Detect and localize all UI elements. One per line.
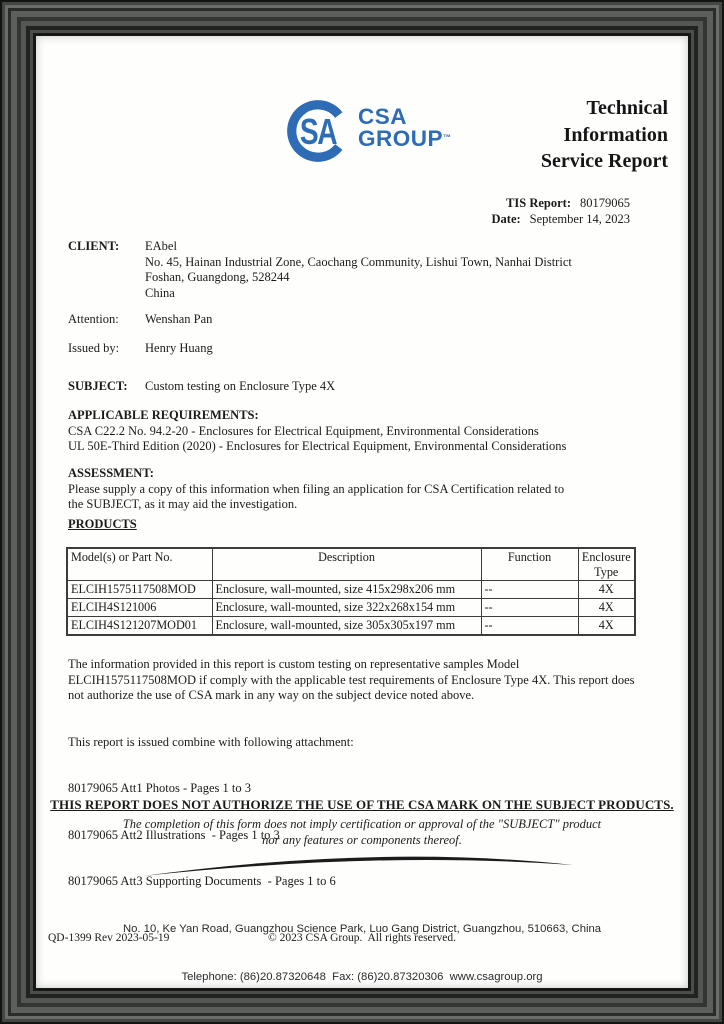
disclaimer-note-line: The completion of this form does not imply certification or approval of the "SUBJECT" product	[122, 816, 602, 831]
applicable-requirements-section	[68, 408, 566, 455]
title-line: Technical	[586, 97, 668, 119]
trademark-symbol: ™	[443, 132, 452, 142]
footer-address-block	[36, 889, 688, 1017]
table-row	[67, 599, 635, 617]
client-address-line: China	[145, 285, 175, 300]
table-header-cell: Model(s) or Part No.	[67, 548, 212, 581]
title-line: Service Report	[540, 150, 668, 172]
requirement-item: UL 50E-Third Edition (2020) - Enclosures for Electrical Equipment, Environmental Considerations	[68, 439, 567, 453]
table-header-cell: Enclosure Type	[578, 548, 635, 581]
attachment-item: 80179065 Att3 Supporting Documents - Pages 1 to 6	[68, 874, 336, 888]
attention-block	[68, 312, 212, 328]
swoosh-divider-icon	[143, 849, 573, 879]
assessment-section	[68, 466, 580, 513]
tis-report-label: TIS Report:	[506, 196, 571, 210]
wordmark-line2: GROUP	[358, 125, 444, 151]
footer-contact-line: Telephone: (86)20.87320648 Fax: (86)20.87320306 www.csagroup.org	[181, 971, 543, 983]
table-cell-enclosure-type: 4X	[578, 581, 635, 599]
assessment-text: Please supply a copy of this information when filing an application for CSA Certification related to the SUBJECT, as it may aid the investigation.	[68, 481, 565, 511]
subject-label: SUBJECT:	[68, 379, 128, 393]
title-line: Information	[563, 123, 668, 146]
products-heading: PRODUCTS	[68, 517, 137, 531]
table-cell-model: ELCIH4S121006	[67, 599, 212, 617]
table-cell-enclosure-type: 4X	[578, 599, 635, 617]
table-row	[67, 581, 635, 599]
frame-molding	[2, 2, 722, 1022]
note-paragraph: The information provided in this report is custom testing on representative samples Model ELCIH1575117508MOD if comply with the applicable test requirements of Enclosure Type 4X. This report does not authorize the use of CSA mark in any way on the subject device noted above.	[68, 657, 638, 702]
client-block	[68, 239, 572, 301]
table-cell-model: ELCIH1575117508MOD	[67, 581, 212, 599]
csa-logo-icon	[285, 98, 351, 164]
table-cell-function: --	[481, 599, 578, 617]
frame-molding	[26, 26, 698, 998]
frame-molding	[5, 5, 719, 1019]
issued-by-value: Henry Huang	[145, 341, 213, 355]
subject-block	[68, 379, 335, 395]
csa-monogram: SA	[299, 111, 337, 152]
date-row	[492, 211, 631, 227]
frame-molding	[30, 30, 694, 994]
date-label: Date:	[491, 212, 521, 226]
document-title	[541, 95, 668, 175]
attention-label: Attention:	[68, 312, 119, 326]
table-cell-function: --	[481, 617, 578, 636]
attachment-intro: This report is issued combine with following attachment:	[68, 734, 354, 749]
applicable-requirements-heading: APPLICABLE REQUIREMENTS:	[68, 408, 259, 422]
frame-molding	[17, 17, 707, 1007]
products-table	[66, 547, 636, 636]
requirement-item: CSA C22.2 No. 94.2-20 - Enclosures for Electrical Equipment, Environmental Considerations	[68, 423, 539, 438]
disclaimer-statement: THIS REPORT DOES NOT AUTHORIZE THE USE OF THE CSA MARK ON THE SUBJECT PRODUCTS.	[50, 797, 674, 812]
table-cell-model: ELCIH4S121207MOD01	[67, 617, 212, 636]
attachment-item: 80179065 Att1 Photos - Pages 1 to 3	[68, 781, 251, 795]
frame-molding-inner	[33, 33, 691, 991]
issued-by-block	[68, 341, 213, 357]
frame-molding	[8, 8, 716, 1016]
footer-address-line: No. 10, Ke Yan Road, Guangzhou Science Park, Luo Gang District, Guangzhou, 510663, China	[122, 923, 602, 935]
disclaimer-section	[36, 797, 688, 848]
assessment-heading: ASSESSMENT:	[68, 466, 154, 480]
report-meta	[492, 195, 631, 227]
attachment-item: 80179065 Att2 Illustrations - Pages 1 to 3	[68, 827, 280, 842]
csa-logo	[285, 98, 451, 164]
table-header-row	[67, 548, 635, 581]
client-name: EAbel	[145, 239, 177, 253]
tis-report-row	[492, 195, 631, 211]
attention-value: Wenshan Pan	[145, 312, 213, 326]
report-page	[36, 36, 688, 988]
table-header-cell: Description	[212, 548, 481, 581]
table-cell-description: Enclosure, wall-mounted, size 322x268x154 mm	[212, 599, 481, 617]
disclaimer-note-line: nor any features or components thereof.	[262, 832, 462, 847]
issued-by-label: Issued by:	[68, 341, 120, 355]
form-code: QD-1399 Rev 2023-05-19	[48, 932, 170, 944]
client-details	[145, 239, 572, 301]
subject-value: Custom testing on Enclosure Type 4X	[145, 379, 336, 393]
client-label: CLIENT:	[68, 239, 120, 253]
frame-molding	[21, 21, 703, 1003]
date-value: September 14, 2023	[529, 212, 630, 226]
table-cell-description: Enclosure, wall-mounted, size 305x305x197 mm	[212, 617, 481, 636]
table-cell-function: --	[481, 581, 578, 599]
frame-molding	[11, 11, 713, 1013]
table-header-cell: Function	[481, 548, 578, 581]
table-cell-enclosure-type: 4X	[578, 617, 635, 636]
csa-wordmark	[358, 98, 451, 149]
client-address-line: Foshan, Guangdong, 528244	[145, 270, 290, 284]
copyright-notice: © 2023 CSA Group. All rights reserved.	[268, 932, 456, 944]
client-address-line: No. 45, Hainan Industrial Zone, Caochang Community, Lishui Town, Nanhai District	[145, 254, 572, 269]
tis-report-value: 80179065	[580, 196, 630, 210]
wordmark-line1: CSA	[358, 104, 408, 129]
table-cell-description: Enclosure, wall-mounted, size 415x298x206 mm	[212, 581, 481, 599]
